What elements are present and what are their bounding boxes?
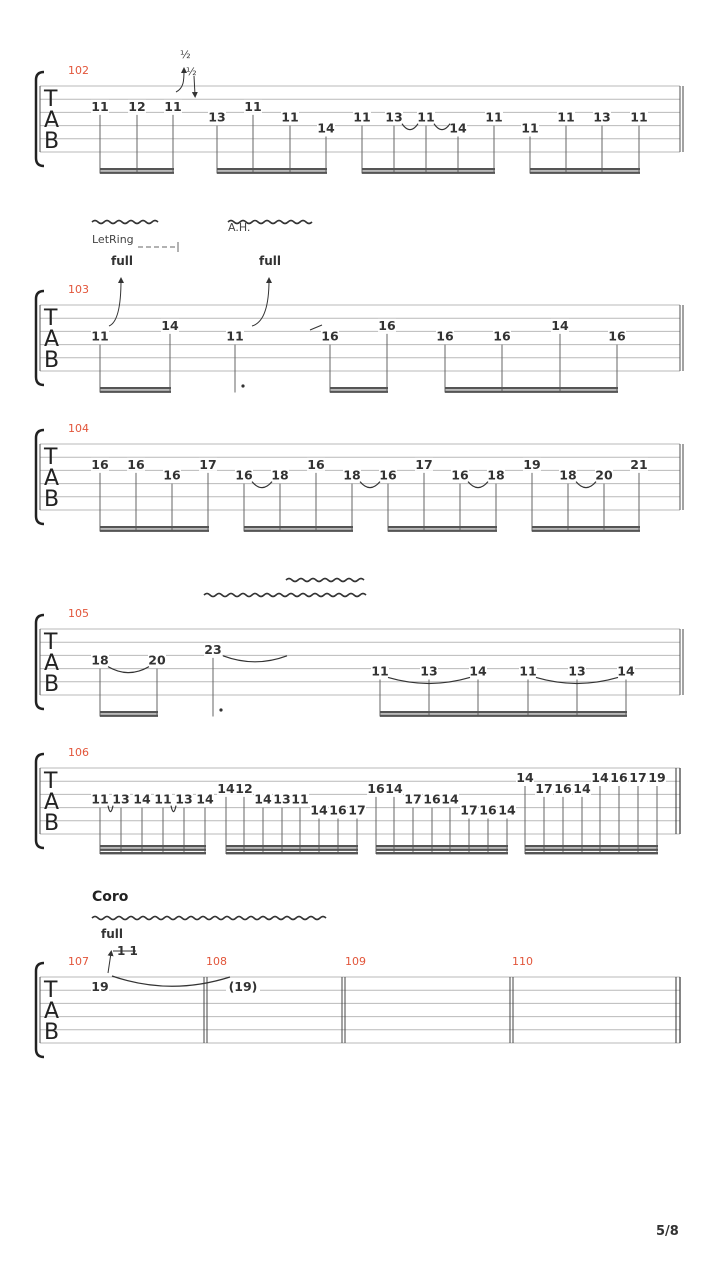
fret-number: 14	[498, 802, 516, 818]
fret-number: 14	[310, 802, 328, 818]
fret-number: 16	[436, 328, 454, 344]
tab-clef-letter: B	[44, 487, 60, 512]
fret-number: 12	[128, 98, 146, 114]
tab-clef-letter: B	[44, 1020, 60, 1045]
staff-system-102	[36, 64, 683, 174]
let-ring-label: LetRing	[92, 233, 134, 246]
beam	[226, 852, 358, 854]
fret-number: 11	[353, 109, 371, 125]
fret-number: 14	[573, 780, 591, 796]
beam	[100, 168, 174, 170]
beam	[530, 172, 640, 174]
fret-number: 11	[91, 98, 109, 114]
measure-number: 109	[345, 955, 366, 968]
fret-number: 14	[441, 791, 459, 807]
fret-number: 11	[291, 791, 309, 807]
beam	[100, 852, 206, 854]
beam	[244, 530, 353, 532]
rhythm-dot	[219, 708, 222, 711]
fret-number: 16	[423, 791, 441, 807]
fret-number: 11	[371, 663, 389, 679]
beam	[226, 849, 358, 851]
bend-full-label: full	[111, 254, 133, 268]
beam	[445, 391, 618, 393]
fret-number: (19)	[228, 979, 258, 994]
measure-number: 106	[68, 746, 89, 759]
beam	[525, 852, 658, 854]
fret-number: 16	[163, 467, 181, 483]
tie-arc	[402, 124, 418, 130]
beam	[244, 526, 353, 528]
fret-number: 16	[91, 456, 109, 472]
fret-number: 17	[535, 780, 553, 796]
bend-full-label: full	[259, 254, 281, 268]
tab-clef-letter: A	[44, 327, 60, 352]
fret-number: 14	[317, 120, 335, 136]
release-arrow	[194, 76, 195, 95]
staff-system-107-110	[36, 955, 680, 1057]
fret-number: 16	[321, 328, 339, 344]
tie-arc	[112, 976, 230, 986]
bend-half-label: ½	[186, 65, 197, 78]
beam	[388, 530, 497, 532]
tie-arc	[434, 124, 450, 130]
beam	[100, 715, 158, 717]
fret-number: 13	[273, 791, 291, 807]
beam	[217, 168, 327, 170]
fret-number: 16	[493, 328, 511, 344]
measure-number: 104	[68, 422, 89, 435]
beam	[100, 391, 171, 393]
beam	[532, 530, 640, 532]
tie-arc	[576, 482, 596, 488]
fret-number: 14	[469, 663, 487, 679]
fret-number: 14	[133, 791, 151, 807]
vibrato-wavy-line	[92, 917, 326, 920]
beam	[380, 715, 627, 717]
fret-number: 14	[161, 317, 179, 333]
staff-system-104	[36, 422, 683, 532]
fret-number: 19	[523, 456, 541, 472]
fret-number: 18	[91, 652, 109, 668]
fret-number: 11	[226, 328, 244, 344]
fret-number: 16	[379, 467, 397, 483]
fret-number: 14	[449, 120, 467, 136]
tab-clef-letter: A	[44, 790, 60, 815]
beam	[362, 172, 495, 174]
fret-number: 23	[204, 641, 222, 657]
fret-number: 13	[208, 109, 226, 125]
measure-number: 102	[68, 64, 89, 77]
tab-clef-letter: T	[44, 306, 58, 331]
fret-number: 11	[244, 98, 262, 114]
beam	[376, 852, 508, 854]
measure-number: 108	[206, 955, 227, 968]
tie-arc	[108, 667, 149, 673]
fret-number: 11	[521, 120, 539, 136]
fret-number: 16	[235, 467, 253, 483]
fret-number: 11	[164, 98, 182, 114]
fret-number: 20	[595, 467, 613, 483]
fret-number: 11	[557, 109, 575, 125]
fret-number: 16	[378, 317, 396, 333]
tie-arc	[223, 656, 287, 662]
tab-clef-letter: B	[44, 348, 60, 373]
bend-arrow	[252, 280, 269, 326]
fret-number: 14	[591, 770, 609, 785]
tab-clef-letter: T	[44, 87, 58, 112]
tab-clef-letter: T	[44, 445, 58, 470]
vibrato-wavy-line	[204, 594, 366, 597]
fret-number: 11	[630, 109, 648, 125]
fret-number: 14	[254, 791, 272, 807]
tie-arc	[108, 806, 113, 812]
page-number: 5/8	[656, 1224, 679, 1239]
fret-number: 11	[281, 109, 299, 125]
fret-number: 14	[617, 663, 635, 679]
beam	[362, 168, 495, 170]
bend-arrow	[176, 70, 184, 92]
fret-number: 14	[217, 780, 235, 796]
tab-clef-letter: T	[44, 978, 58, 1003]
fret-number: 17	[460, 802, 478, 818]
beam	[100, 387, 171, 389]
fret-number: 13	[112, 791, 130, 807]
beam	[530, 168, 640, 170]
fret-number: 16	[610, 770, 628, 785]
fret-number: 14	[196, 791, 214, 807]
fret-number: 11	[485, 109, 503, 125]
fret-number: 16	[554, 780, 572, 796]
beam	[445, 387, 618, 389]
beam	[100, 526, 209, 528]
fret-number: 21	[630, 456, 648, 472]
beam	[376, 845, 508, 847]
tie-arc	[468, 482, 488, 488]
tab-clef-letter: B	[44, 129, 60, 154]
fret-number: 16	[479, 802, 497, 818]
measure-number: 107	[68, 955, 89, 968]
beam	[100, 172, 174, 174]
staff-system-103	[36, 283, 683, 393]
fret-number: 13	[593, 109, 611, 125]
fret-number: 12	[235, 780, 253, 796]
fret-number: 20	[148, 652, 166, 668]
fret-number: 11	[154, 791, 172, 807]
beam	[388, 526, 497, 528]
fret-number: 13	[385, 109, 403, 125]
tab-clef-letter: A	[44, 108, 60, 133]
beam	[525, 845, 658, 847]
fret-number: 14	[551, 317, 569, 333]
fret-number: 14	[516, 770, 534, 785]
tab-clef-letter: A	[44, 999, 60, 1024]
fret-number: 17	[348, 802, 366, 818]
fret-number: 13	[175, 791, 193, 807]
fret-number: 18	[559, 467, 577, 483]
beam	[100, 530, 209, 532]
artificial-harmonic-label: A.H.	[228, 221, 251, 234]
rhythm-dot	[241, 384, 244, 387]
slide-line	[310, 325, 322, 330]
fret-number: 18	[343, 467, 361, 483]
measure-number: 103	[68, 283, 89, 296]
bend-arrow	[109, 280, 121, 326]
tab-clef-letter: A	[44, 466, 60, 491]
fret-number: 13	[420, 663, 438, 679]
tie-arc	[252, 482, 272, 488]
fret-number: 16	[307, 456, 325, 472]
staff-system-105	[36, 607, 683, 717]
fret-number: 11	[91, 328, 109, 344]
beam	[226, 845, 358, 847]
fret-number: 11	[417, 109, 435, 125]
fret-number: 16	[367, 780, 385, 796]
tab-clef-letter: T	[44, 630, 58, 655]
beam	[330, 391, 388, 393]
beam	[525, 849, 658, 851]
fret-number: 14	[385, 780, 403, 796]
fret-number: 17	[415, 456, 433, 472]
bend-half-label: ½	[180, 48, 191, 61]
beam	[532, 526, 640, 528]
beam	[376, 849, 508, 851]
bend-hold-label: 1 1	[117, 944, 138, 958]
fret-number: 18	[487, 467, 505, 483]
beam	[380, 711, 627, 713]
fret-number: 17	[404, 791, 422, 807]
beam	[100, 711, 158, 713]
tie-arc	[171, 806, 176, 812]
fret-number: 16	[127, 456, 145, 472]
fret-number: 16	[608, 328, 626, 344]
beam	[100, 849, 206, 851]
fret-number: 18	[271, 467, 289, 483]
fret-number: 13	[568, 663, 586, 679]
fret-number: 19	[91, 979, 109, 994]
fret-number: 17	[199, 456, 217, 472]
tab-clef-letter: T	[44, 769, 58, 794]
fret-number: 16	[329, 802, 347, 818]
fret-number: 17	[629, 770, 647, 785]
fret-number: 16	[451, 467, 469, 483]
bend-arrow	[108, 953, 111, 973]
vibrato-wavy-line	[92, 221, 158, 224]
vibrato-wavy-line	[286, 579, 364, 582]
bend-full-label: full	[101, 927, 123, 941]
tie-arc	[360, 482, 380, 488]
tab-clef-letter: B	[44, 811, 60, 836]
staff-system-106	[36, 746, 680, 854]
section-label-coro: Coro	[92, 889, 129, 905]
fret-number: 19	[648, 770, 666, 785]
measure-number: 110	[512, 955, 533, 968]
beam	[100, 845, 206, 847]
tab-clef-letter: A	[44, 651, 60, 676]
fret-number: 11	[91, 791, 109, 807]
tab-clef-letter: B	[44, 672, 60, 697]
beam	[217, 172, 327, 174]
beam	[330, 387, 388, 389]
fret-number: 11	[519, 663, 537, 679]
measure-number: 105	[68, 607, 89, 620]
